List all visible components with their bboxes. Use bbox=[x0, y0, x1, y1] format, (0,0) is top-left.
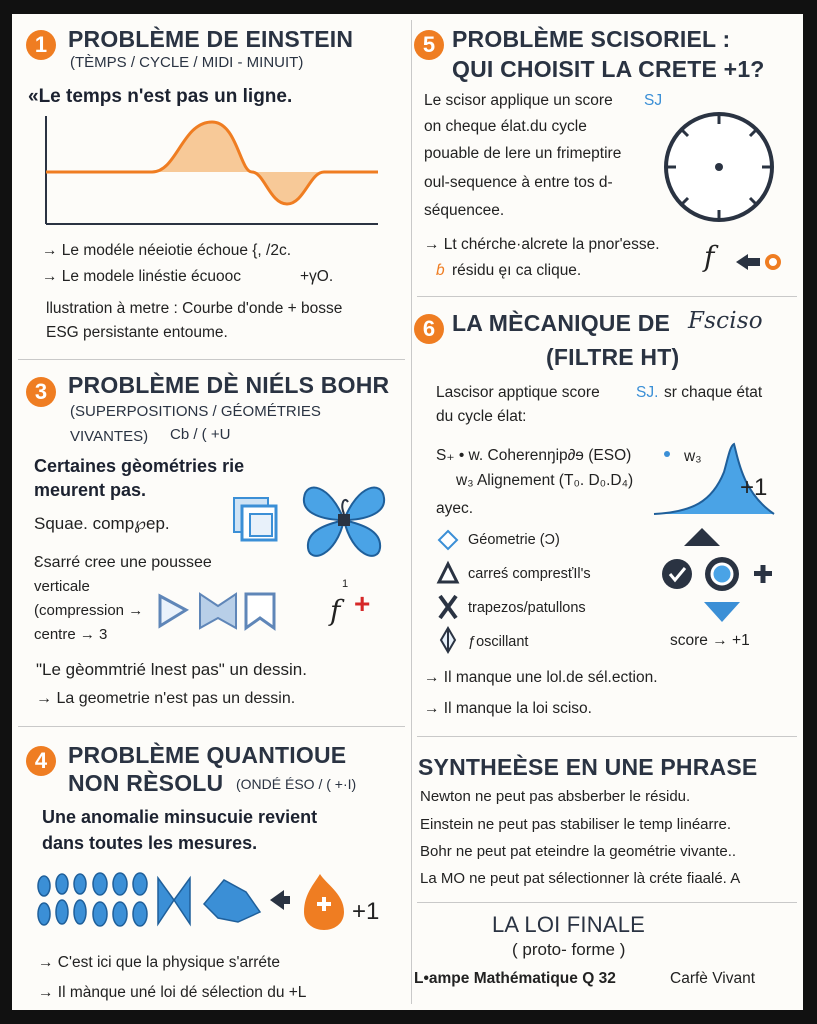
section5-text-5: séquencee. bbox=[424, 202, 505, 219]
section1-quote: «Le temps n'est pas un ligne. bbox=[28, 86, 293, 107]
section3-desc-1: Ɛsarré cree une poussee bbox=[34, 554, 212, 571]
section3-line2: → La geometrie n'est pas un dessin. bbox=[36, 690, 296, 707]
nested-squares-icon bbox=[232, 496, 278, 542]
loi-finale-title: LA LOI FINALE bbox=[492, 912, 646, 937]
section4-title-1: PROBLÈME QUANTIOUE bbox=[68, 742, 347, 768]
section6-title-1: LA MÈCANIQUE DE bbox=[452, 310, 671, 336]
section5-title-1: PROBLÈME SCISORIEL : bbox=[452, 26, 731, 52]
triangle-icon bbox=[438, 562, 458, 584]
section1-subtitle: (TÈMPS / CYCLE / MIDI - MINUIT) bbox=[70, 54, 304, 71]
section3-badge: 3 bbox=[26, 377, 56, 407]
section6-plus-one: +1 bbox=[740, 474, 768, 501]
section5-line2: résidu ęı ca clique. bbox=[452, 262, 582, 279]
section1-line2-suffix: +γO. bbox=[300, 268, 334, 285]
arrow-target-icon bbox=[734, 252, 782, 272]
butterfly-shape-icon bbox=[300, 474, 388, 566]
section5-f-symbol: f bbox=[704, 240, 715, 273]
section6-formula-2: w₃ Alignement (T₀. D₀.D₄) bbox=[456, 472, 634, 489]
section4-statement-2: dans toutes les mesures. bbox=[42, 833, 258, 853]
column-divider bbox=[411, 20, 412, 1004]
section4-title-2-suffix: (ONDÉ ÉSO / ( +·I) bbox=[236, 776, 357, 792]
section4-plus-one: +1 bbox=[352, 898, 380, 925]
section1-illustration-2: ESG persistante entoume. bbox=[46, 324, 228, 341]
loi-finale-subtitle: ( proto- forme ) bbox=[512, 940, 626, 959]
infographic-page bbox=[12, 14, 803, 1010]
synthese-title: SYNTHEÈSE EN UNE PHRASE bbox=[418, 754, 758, 780]
section3-subtitle-1: (SUPERPOSITIONS / GÉOMÉTRIES bbox=[70, 403, 321, 420]
section1-illustration-1: llustration à metre : Courbe d'onde + bosse bbox=[46, 300, 343, 317]
section6-formula-1: S₊ • w. Coherenŋip∂ɘ (ESO) bbox=[436, 447, 632, 464]
section3-f-symbol: f bbox=[330, 594, 341, 627]
loi-finale-right: Carfè Vivant bbox=[670, 970, 756, 987]
section6-list-1: carreś compresťIl's bbox=[468, 566, 591, 582]
control-cluster-icon bbox=[658, 524, 778, 626]
divider-synthese bbox=[417, 902, 797, 903]
section3-statement-1: Certaines gèométries rie bbox=[34, 456, 245, 476]
section6-list-0: Géometrie (Ͻ) bbox=[468, 532, 560, 548]
wave-chart bbox=[42, 116, 382, 228]
section5-line1: → Lt chérche·alcrete la pnor'esse. bbox=[424, 236, 660, 253]
section1-title: PROBLÈME DE EINSTEIN bbox=[68, 26, 354, 52]
synthese-line-0: Newton ne peut pas absberber le résidu. bbox=[420, 788, 691, 805]
section5-title-2: QUI CHOISIT LA CRETE +1? bbox=[452, 56, 765, 82]
section6-formula-3: ayec. bbox=[436, 500, 474, 517]
section3-plus: + bbox=[354, 588, 371, 619]
section5-text-4: oul-sequence à entre tos d- bbox=[424, 174, 613, 191]
section5-text-1: Le scisor applique un score bbox=[424, 92, 613, 109]
section5-badge: 5 bbox=[414, 30, 444, 60]
section6-badge: 6 bbox=[414, 314, 444, 344]
section6-text-1-suffix: sr chaque état bbox=[664, 384, 763, 401]
section3-desc-3: (compression → bbox=[34, 602, 144, 619]
synthese-line-2: Bohr ne peut pat eteindre la geométrie vivante.. bbox=[420, 843, 737, 860]
section6-text-2: du cycle élat: bbox=[436, 408, 527, 425]
divider-section6 bbox=[417, 736, 797, 737]
divider-section3 bbox=[18, 726, 405, 727]
section6-text-1-blue: SJ. bbox=[636, 384, 659, 401]
section5-text-1-suffix: SJ bbox=[644, 92, 663, 109]
section5-text-3: pouable de lere un frimeptire bbox=[424, 145, 622, 162]
section6-list-2: trapezos/patullons bbox=[468, 600, 586, 616]
shape-sequence-icon bbox=[156, 590, 280, 632]
clock-icon bbox=[662, 110, 776, 224]
section6-text-1: Lascisor apptique score bbox=[436, 384, 600, 401]
section5-line2-prefix: ɓ bbox=[436, 262, 445, 279]
synthese-line-1: Einstein ne peut pas stabiliser le temp linéarre. bbox=[420, 816, 732, 833]
section6-formula-1-suffix: w₃ bbox=[684, 448, 702, 465]
trapezoid-icon bbox=[438, 594, 458, 620]
section3-subtitle-2: VIVANTES) bbox=[70, 428, 149, 445]
divider-section5 bbox=[417, 296, 797, 297]
section1-badge: 1 bbox=[26, 30, 56, 60]
section3-f-superscript: 1 bbox=[342, 578, 349, 590]
section3-square-label: Squae. comp℘ep. bbox=[34, 514, 170, 533]
divider-section1 bbox=[18, 359, 405, 360]
wave-packets-icon bbox=[34, 870, 354, 934]
section6-title-1-italic: Fsciso bbox=[688, 308, 763, 334]
section3-line1: "Le gèommtrié lnest pas" un dessin. bbox=[36, 660, 307, 679]
section1-line1: → Le modéle néeiotie échoue {, /2c. bbox=[42, 242, 292, 259]
section6-list-3: ƒoscillant bbox=[468, 634, 529, 650]
section5-text-2: on cheque élat.du cycle bbox=[424, 118, 587, 135]
section4-statement-1: Une anomalie minsucuie revient bbox=[42, 807, 318, 827]
section4-title-2: NON RÈSOLU bbox=[68, 770, 224, 796]
synthese-line-3: La MO ne peut pat sélectionner là créte fiaalé. A bbox=[420, 870, 741, 887]
section6-line2: → Il manque la loi sciso. bbox=[424, 700, 592, 717]
section6-line1: → Il manque une lol.de sél.ection. bbox=[424, 669, 658, 686]
section6-score: score → +1 bbox=[670, 632, 750, 649]
diamond-icon bbox=[438, 530, 458, 550]
section3-title: PROBLÈME DÈ NIÉLS BOHR bbox=[68, 372, 390, 398]
section6-title-2: (FILTRE HT) bbox=[546, 344, 680, 370]
section1-line2: → Le modele linéstie écuooc bbox=[42, 268, 242, 285]
section3-statement-2: meurent pas. bbox=[34, 480, 147, 500]
loi-finale-left: L•ampe Mathématique Q 32 bbox=[414, 970, 616, 987]
section4-badge: 4 bbox=[26, 746, 56, 776]
section4-line1: → C'est ici que la physique s'arréte bbox=[38, 954, 280, 971]
section3-subtitle-2-suffix: Cb / ( +U bbox=[170, 426, 231, 443]
section4-line2: → Il mànque uné loi dé sélection du +L bbox=[38, 984, 307, 1001]
section3-desc-2: verticale bbox=[34, 578, 90, 595]
section3-desc-4: centre → 3 bbox=[34, 626, 108, 643]
oscillant-icon bbox=[438, 626, 458, 654]
